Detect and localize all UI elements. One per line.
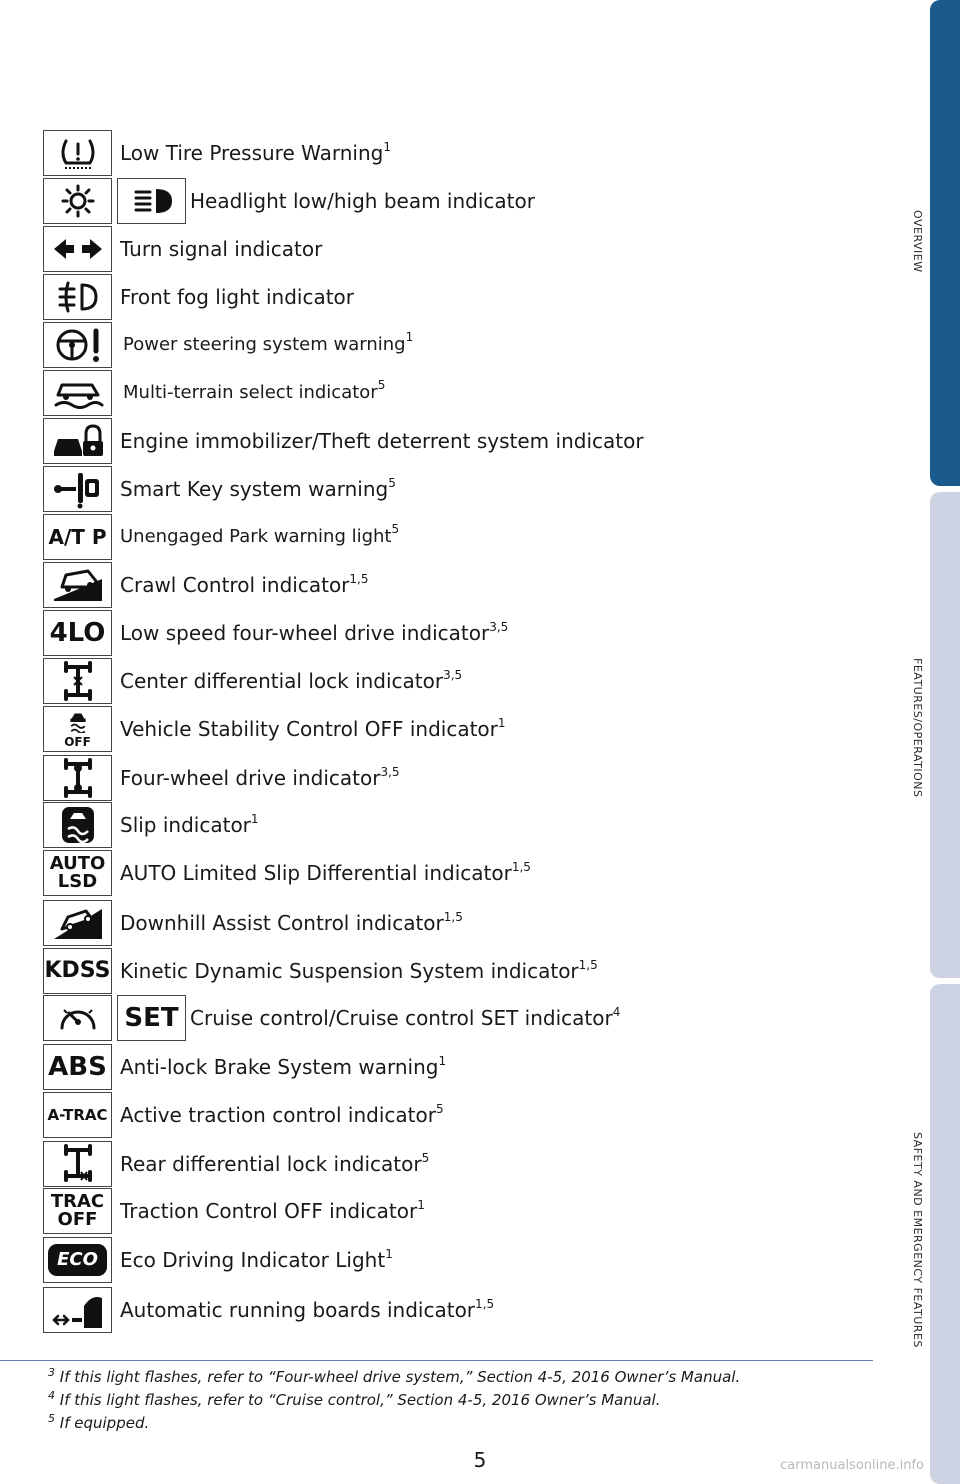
auto-lsd-icon-line2: LSD (57, 871, 98, 892)
section-sidebar (930, 0, 960, 1484)
indicator-label-text: Traction Control OFF indicator (120, 1199, 418, 1223)
indicator-label (120, 1092, 444, 1138)
indicator-label-text: Vehicle Stability Control OFF indicator (120, 717, 498, 741)
trac-off-icon-line1: TRAC (50, 1191, 105, 1212)
indicator-row (43, 514, 883, 560)
rear-diff-lock-icon (48, 1144, 108, 1184)
indicator-label (120, 1044, 446, 1090)
indicator-row (43, 1188, 883, 1234)
cruise-control-icon (48, 998, 108, 1038)
sidebar-label-overview: OVERVIEW (911, 210, 924, 273)
footnote-5: $^5$ If equipped. (48, 1412, 150, 1432)
indicator-label-text: Downhill Assist Control indicator (120, 911, 444, 935)
tab-features-operations[interactable] (930, 492, 960, 978)
auto-lsd-icon (50, 855, 106, 891)
indicator-label-text: Automatic running boards indicator (120, 1298, 476, 1322)
sidebar-label-features-operations: FEATURES/OPERATIONS (911, 658, 924, 798)
indicator-label (120, 274, 354, 320)
center-diff-lock-icon (48, 661, 108, 701)
a-trac-icon: A-TRAC (47, 1105, 108, 1124)
indicator-label-text: Slip indicator (120, 813, 251, 837)
indicator-row (43, 1237, 883, 1283)
vsc-off-icon-frame (43, 706, 112, 752)
indicator-label-text: Cruise control/Cruise control SET indicator (190, 1006, 613, 1030)
indicator-row (43, 755, 883, 801)
footnote-ref: 1,5 (475, 1297, 495, 1311)
indicator-row (43, 995, 883, 1041)
trac-off-icon (51, 1193, 104, 1229)
indicator-label (123, 370, 385, 416)
tab-safety-emergency[interactable] (930, 984, 960, 1484)
indicator-row (43, 322, 883, 368)
indicator-label-text: Power steering system warning (123, 334, 406, 355)
indicator-label-text: Headlight low/high beam indicator (190, 189, 535, 213)
indicator-row (43, 562, 883, 608)
indicator-row (43, 226, 883, 272)
indicator-label-text: Turn signal indicator (120, 237, 323, 261)
indicator-row (43, 948, 883, 994)
multi-terrain-icon (48, 373, 108, 413)
trac-off-icon-frame (43, 1188, 112, 1234)
indicator-label (120, 948, 598, 994)
vsc-off-icon (48, 711, 108, 748)
crawl-control-icon (48, 565, 108, 605)
indicator-row (43, 178, 883, 224)
indicator-row (43, 1092, 883, 1138)
downhill-assist-icon (48, 903, 108, 943)
headlight-high-icon-frame (117, 178, 186, 224)
indicator-label (120, 610, 508, 656)
four-wheel-drive-icon (48, 758, 108, 798)
slip-icon-frame (43, 802, 112, 848)
footnote-ref: 5 (435, 1102, 444, 1116)
auto-lsd-icon-line1: AUTO (49, 853, 106, 874)
indicator-row (43, 802, 883, 848)
vsc-car-icon (48, 711, 108, 733)
center-diff-lock-icon-frame (43, 658, 112, 704)
sidebar-label-safety-emergency: SAFETY AND EMERGENCY FEATURES (911, 1132, 924, 1348)
indicator-row (43, 706, 883, 752)
indicator-label-text: Unengaged Park warning light (120, 526, 392, 547)
indicator-label-text: Low Tire Pressure Warning (120, 141, 384, 165)
four-wheel-drive-icon-frame (43, 755, 112, 801)
footnote-ref: 1,5 (349, 572, 369, 586)
footnote-divider (0, 1360, 873, 1361)
indicator-label-text: Smart Key system warning (120, 477, 389, 501)
footnote-3: $^3$ If this light flashes, refer to “Four-wheel drive system,” Section 4-5, 2016 Owner’s Manual. (48, 1366, 741, 1386)
immobilizer-icon-frame (43, 418, 112, 464)
indicator-label (123, 322, 413, 368)
auto-lsd-icon-frame (43, 850, 112, 896)
indicator-row (43, 1287, 883, 1333)
indicator-label-text: Kinetic Dynamic Suspension System indicator (120, 959, 579, 983)
downhill-assist-icon-frame (43, 900, 112, 946)
abs-icon-frame (43, 1044, 112, 1090)
indicator-row (43, 658, 883, 704)
indicator-label (120, 850, 531, 896)
footnote-ref: 1 (438, 1054, 447, 1068)
running-boards-icon (48, 1290, 108, 1330)
indicator-row (43, 466, 883, 512)
indicator-label-text: Crawl Control indicator (120, 573, 350, 597)
atp-icon: A/T P (48, 525, 107, 549)
footnote-ref: 1 (385, 1247, 393, 1261)
footnote-ref: 5 (391, 522, 400, 536)
set-icon-frame (117, 995, 186, 1041)
watermark: carmanualsonline.info (780, 1458, 924, 1473)
indicator-label (120, 658, 462, 704)
indicator-label (120, 1287, 494, 1333)
abs-icon: ABS (48, 1052, 107, 1082)
multi-terrain-icon-frame (43, 370, 112, 416)
footnote-ref: 3,5 (380, 765, 400, 779)
immobilizer-icon (48, 421, 108, 461)
footnote-ref: 1,5 (578, 958, 598, 972)
cruise-control-icon-frame (43, 995, 112, 1041)
indicator-row (43, 610, 883, 656)
indicator-label (120, 755, 400, 801)
indicator-label (120, 562, 369, 608)
a-trac-icon-frame (43, 1092, 112, 1138)
indicator-label-text: Multi-terrain select indicator (123, 382, 378, 403)
indicator-label (120, 900, 463, 946)
footnote-ref: 1,5 (443, 910, 463, 924)
indicator-label (190, 178, 535, 224)
atp-icon-frame (43, 514, 112, 560)
footnote-ref: 3,5 (443, 668, 463, 682)
indicator-row (43, 900, 883, 946)
indicator-label-text: Front fog light indicator (120, 285, 354, 309)
4lo-icon-frame (43, 610, 112, 656)
indicator-row (43, 850, 883, 896)
indicator-label (120, 514, 399, 560)
footnote-ref: 1 (405, 330, 414, 344)
page-number: 5 (473, 1448, 487, 1472)
trac-off-icon-line2: OFF (57, 1209, 98, 1230)
power-steering-icon-frame (43, 322, 112, 368)
indicator-row (43, 418, 883, 464)
indicator-row (43, 1044, 883, 1090)
eco-icon-frame (43, 1237, 112, 1283)
rear-diff-lock-icon-frame (43, 1141, 112, 1187)
running-boards-icon-frame (43, 1287, 112, 1333)
front-fog-icon (48, 277, 108, 317)
footnote-ref: 5 (388, 476, 396, 490)
indicator-label-text: Eco Driving Indicator Light (120, 1248, 386, 1272)
indicator-label (120, 1188, 425, 1234)
footnote-ref: 5 (421, 1151, 430, 1165)
headlight-low-icon (48, 181, 108, 221)
tab-overview[interactable] (930, 0, 960, 486)
footnote-ref: 1 (250, 812, 259, 826)
turn-signal-icon (48, 229, 108, 269)
indicator-label (120, 418, 644, 464)
eco-icon: ECO (48, 1244, 107, 1276)
headlight-high-icon (122, 181, 182, 221)
indicator-label-text: Low speed four-wheel drive indicator (120, 621, 490, 645)
indicator-label (190, 995, 620, 1041)
indicator-label (120, 130, 391, 176)
kdss-icon-frame (43, 948, 112, 994)
slip-icon (48, 805, 108, 845)
indicator-label-text: Engine immobilizer/Theft deterrent system indicator (120, 429, 644, 453)
indicator-row (43, 1141, 883, 1187)
footnote-ref: 1 (383, 140, 391, 154)
indicator-row (43, 370, 883, 416)
footnote-ref: 4 (612, 1005, 621, 1019)
footnote-ref: 1 (497, 716, 506, 730)
footnotes (48, 1366, 740, 1435)
indicator-row (43, 274, 883, 320)
crawl-control-icon-frame (43, 562, 112, 608)
tire-pressure-icon-frame (43, 130, 112, 176)
indicator-label (120, 706, 506, 752)
footnote-ref: 5 (377, 378, 386, 392)
indicator-label-text: Anti-lock Brake System warning (120, 1055, 439, 1079)
indicator-row (43, 130, 883, 176)
indicator-label (120, 466, 396, 512)
vsc-off-text: OFF (64, 734, 91, 749)
indicator-label (120, 1237, 393, 1283)
power-steering-icon (48, 325, 108, 365)
footnote-ref: 3,5 (489, 620, 509, 634)
indicator-label-text: Four-wheel drive indicator (120, 766, 381, 790)
indicator-label-text: Active traction control indicator (120, 1103, 436, 1127)
headlight-low-icon-frame (43, 178, 112, 224)
indicator-label (120, 1141, 429, 1187)
indicator-label (120, 226, 322, 272)
indicator-label (120, 802, 259, 848)
indicator-label-text: Rear differential lock indicator (120, 1152, 422, 1176)
tire-pressure-icon (48, 133, 108, 173)
indicator-label-text: AUTO Limited Slip Differential indicator (120, 861, 512, 885)
kdss-icon: KDSS (44, 958, 111, 983)
smart-key-icon-frame (43, 466, 112, 512)
set-icon: SET (124, 1003, 179, 1033)
smart-key-icon (48, 469, 108, 509)
footnote-ref: 1,5 (511, 860, 531, 874)
footnote-ref: 1 (417, 1198, 425, 1212)
front-fog-icon-frame (43, 274, 112, 320)
indicator-label-text: Center differential lock indicator (120, 669, 444, 693)
footnote-4: $^4$ If this light flashes, refer to “Cruise control,” Section 4-5, 2016 Owner’s Manual. (48, 1389, 661, 1409)
turn-signal-icon-frame (43, 226, 112, 272)
4lo-icon: 4LO (49, 618, 106, 648)
